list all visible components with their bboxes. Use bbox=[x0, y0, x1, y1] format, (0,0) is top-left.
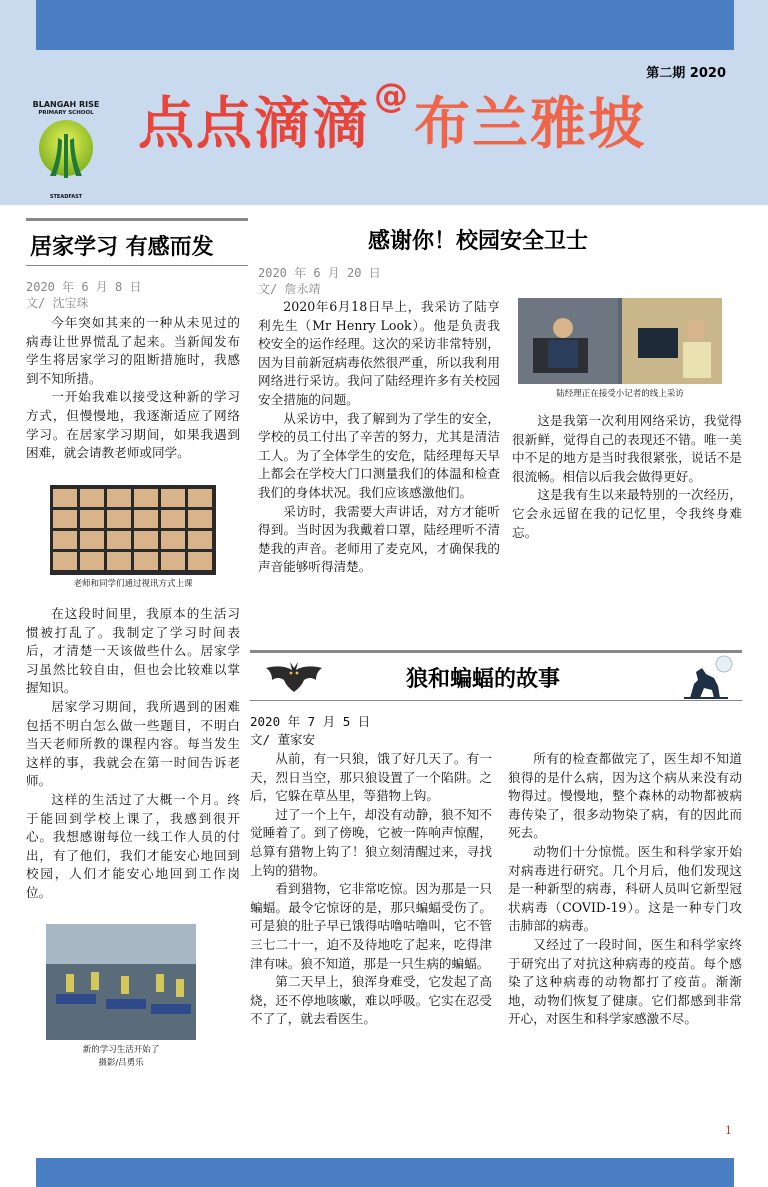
article1-date: 2020 年 6 月 8 日 bbox=[26, 280, 142, 294]
article1-paragraph: 居家学习期间，我所遇到的困难包括不明白怎么做一些题目，不明白当天老师所教的课程内容。每当发生这样的事，我就会在第一时间告诉老师。 bbox=[26, 698, 240, 789]
article3-top-rule bbox=[250, 650, 742, 653]
masthead-title bbox=[138, 76, 646, 160]
school-logo bbox=[30, 100, 102, 200]
article3-body-left bbox=[250, 750, 492, 1029]
masthead-title-part2: 布兰雅坡 bbox=[414, 92, 646, 157]
article2-paragraph: 采访时，我需要大声讲话，对方才能听得到。当时因为我戴着口罩，陆经理听不清楚我的声音。老师用了麦克风，才确保我的声音能够听得清楚。 bbox=[258, 503, 500, 575]
article2-title: 感谢你！校园安全卫士 bbox=[368, 228, 589, 254]
interview-photo bbox=[518, 298, 722, 384]
article3-title-rule bbox=[250, 700, 742, 701]
school-motto: STEADFAST bbox=[49, 194, 83, 200]
classroom-photo bbox=[46, 924, 196, 1040]
video-class-photo bbox=[50, 485, 216, 575]
bat-icon bbox=[262, 658, 326, 700]
article2-paragraph: 这是我第一次利用网络采访，我觉得很新鲜，觉得自己的表现还不错。唯一美中不足的地方是当时我很紧张，说话不是很流畅。相信以后我会做得更好。 bbox=[512, 413, 742, 484]
article1-top-rule bbox=[26, 218, 248, 221]
school-name-line2: PRIMARY SCHOOL bbox=[38, 110, 94, 116]
article3-paragraph: 看到猎物，它非常吃惊。因为那是一只蝙蝠。最令它惊讶的是，那只蝙蝠受伤了。可是狼的肚子早已饿得咕噜咕噜叫，它不管三七二十一，迫不及待地吃了起来，吃得津津有味。狼不知道，那是一只生病的蝙蝠。 bbox=[250, 881, 492, 971]
page-number: 1 bbox=[725, 1124, 732, 1137]
classroom-caption-line1: 新的学习生活开始了 bbox=[82, 1045, 160, 1055]
article1-body-bottom bbox=[26, 605, 240, 903]
article1-body-top bbox=[26, 314, 240, 463]
article1-author: 文/ 沈宝珠 bbox=[26, 296, 89, 310]
article3-date: 2020 年 7 月 5 日 bbox=[250, 714, 371, 729]
article3-paragraph: 从前，有一只狼，饿了好几天了。有一天，烈日当空，那只狼设置了一个陷阱。之后，它躲在草丛里，等猎物上钩。 bbox=[250, 751, 492, 804]
video-class-caption: 老师和同学们通过视讯方式上课 bbox=[73, 579, 193, 589]
interview-caption: 陆经理正在接受小记者的线上采访 bbox=[556, 389, 684, 399]
article3-paragraph: 又经过了一段时间，医生和科学家终于研究出了对抗这种病毒的疫苗。每个感染了这种病毒的动物都打了疫苗。渐渐地，动物们恢复了健康。它们都感到非常开心，对医生和科学家感激不尽。 bbox=[508, 936, 742, 1027]
article2-paragraph: 这是我有生以来最特别的一次经历，它会永远留在我的记忆里，令我终身难忘。 bbox=[512, 487, 742, 540]
article2-date: 2020 年 6 月 20 日 bbox=[258, 266, 381, 280]
wolf-icon bbox=[684, 654, 736, 704]
article2-author: 文/ 詹永靖 bbox=[258, 282, 321, 296]
article1-paragraph: 在这段时间里，我原本的生活习惯被打乱了。我制定了学习时间表后，才清楚一天该做些什么。居家学习虽然比较自由，但也会比较难以掌握知识。 bbox=[26, 606, 240, 696]
article2-body-right bbox=[512, 412, 742, 542]
article1-paragraph: 今年突如其来的一种从未见过的病毒让世界慌乱了起来。当新闻发布学生将居家学习的阻断措施时，我感到不知所措。 bbox=[26, 315, 240, 386]
school-name-line1: BLANGAH RISE bbox=[32, 100, 100, 109]
article3-paragraph: 动物们十分惊慌。医生和科学家开始对病毒进行研究。几个月后，他们发现这是一种新型的病毒，科研人员叫它新型冠状病毒（COVID-19）。这是一种专门攻击肺部的病毒。 bbox=[508, 843, 742, 934]
masthead-at-sign: @ bbox=[374, 76, 410, 116]
classroom-caption-line2: 摄影/吕勇乐 bbox=[98, 1058, 144, 1068]
article3-paragraph: 第二天早上，狼浑身难受，它发起了高烧，还不停地咳嗽，难以呼吸。它实在忍受不了了，就去看医生。 bbox=[250, 974, 492, 1027]
bottom-bar bbox=[36, 1158, 734, 1187]
school-crest-icon bbox=[36, 118, 96, 188]
article2-paragraph: 从采访中，我了解到为了学生的安全，学校的员工付出了辛苦的努力，尤其是清洁工人。为了全体学生的安危，陆经理每天早上都会在学校大门口测量我们的体温和检查我们的身体状况。我们应该感激他们。 bbox=[258, 410, 500, 500]
article3-body-right bbox=[508, 750, 742, 1029]
article3-paragraph: 所有的检查都做完了，医生却不知道狼得的是什么病，因为这个病从来没有动物得过。慢慢地，整个森林的动物都被病毒传染了，很多动物染了病，有的因此而死去。 bbox=[508, 751, 742, 841]
top-bar bbox=[36, 0, 734, 50]
article1-title: 居家学习 有感而发 bbox=[30, 234, 214, 260]
article1-paragraph: 这样的生活过了大概一个月。终于能回到学校上课了，我感到很开心。我想感谢每位一线工作人员的付出，有了他们，我们才能安心地回到校园，人们才能安心地回到工作岗位。 bbox=[26, 791, 240, 900]
masthead-title-part1: 点点滴滴 bbox=[138, 92, 370, 157]
article3-author: 文/ 董家安 bbox=[250, 732, 316, 747]
article1-title-rule bbox=[26, 265, 248, 266]
article3-title: 狼和蝙蝠的故事 bbox=[406, 666, 561, 692]
article2-paragraph: 2020年6月18日早上，我采访了陆亨利先生（Mr Henry Look）。他是负责我校安全的运作经理。这次的采访非常特别，因为目前新冠病毒依然很严重，所以我利用网络进行采访。我问了陆经理许多有关校园安全措施的问题。 bbox=[258, 299, 500, 407]
article2-body-left bbox=[258, 298, 500, 577]
issue-label: 第二期 2020 bbox=[646, 66, 726, 81]
article3-paragraph: 过了一个上午，却没有动静，狼不知不觉睡着了。到了傍晚，它被一阵响声惊醒，总算有猎物上钩了！狼立刻清醒过来，寻找上钩的猎物。 bbox=[250, 806, 492, 878]
article1-paragraph: 一开始我难以接受这种新的学习方式，但慢慢地，我逐渐适应了网络学习。在居家学习期间，如果我遇到困难，就会请教老师或同学。 bbox=[26, 389, 240, 461]
